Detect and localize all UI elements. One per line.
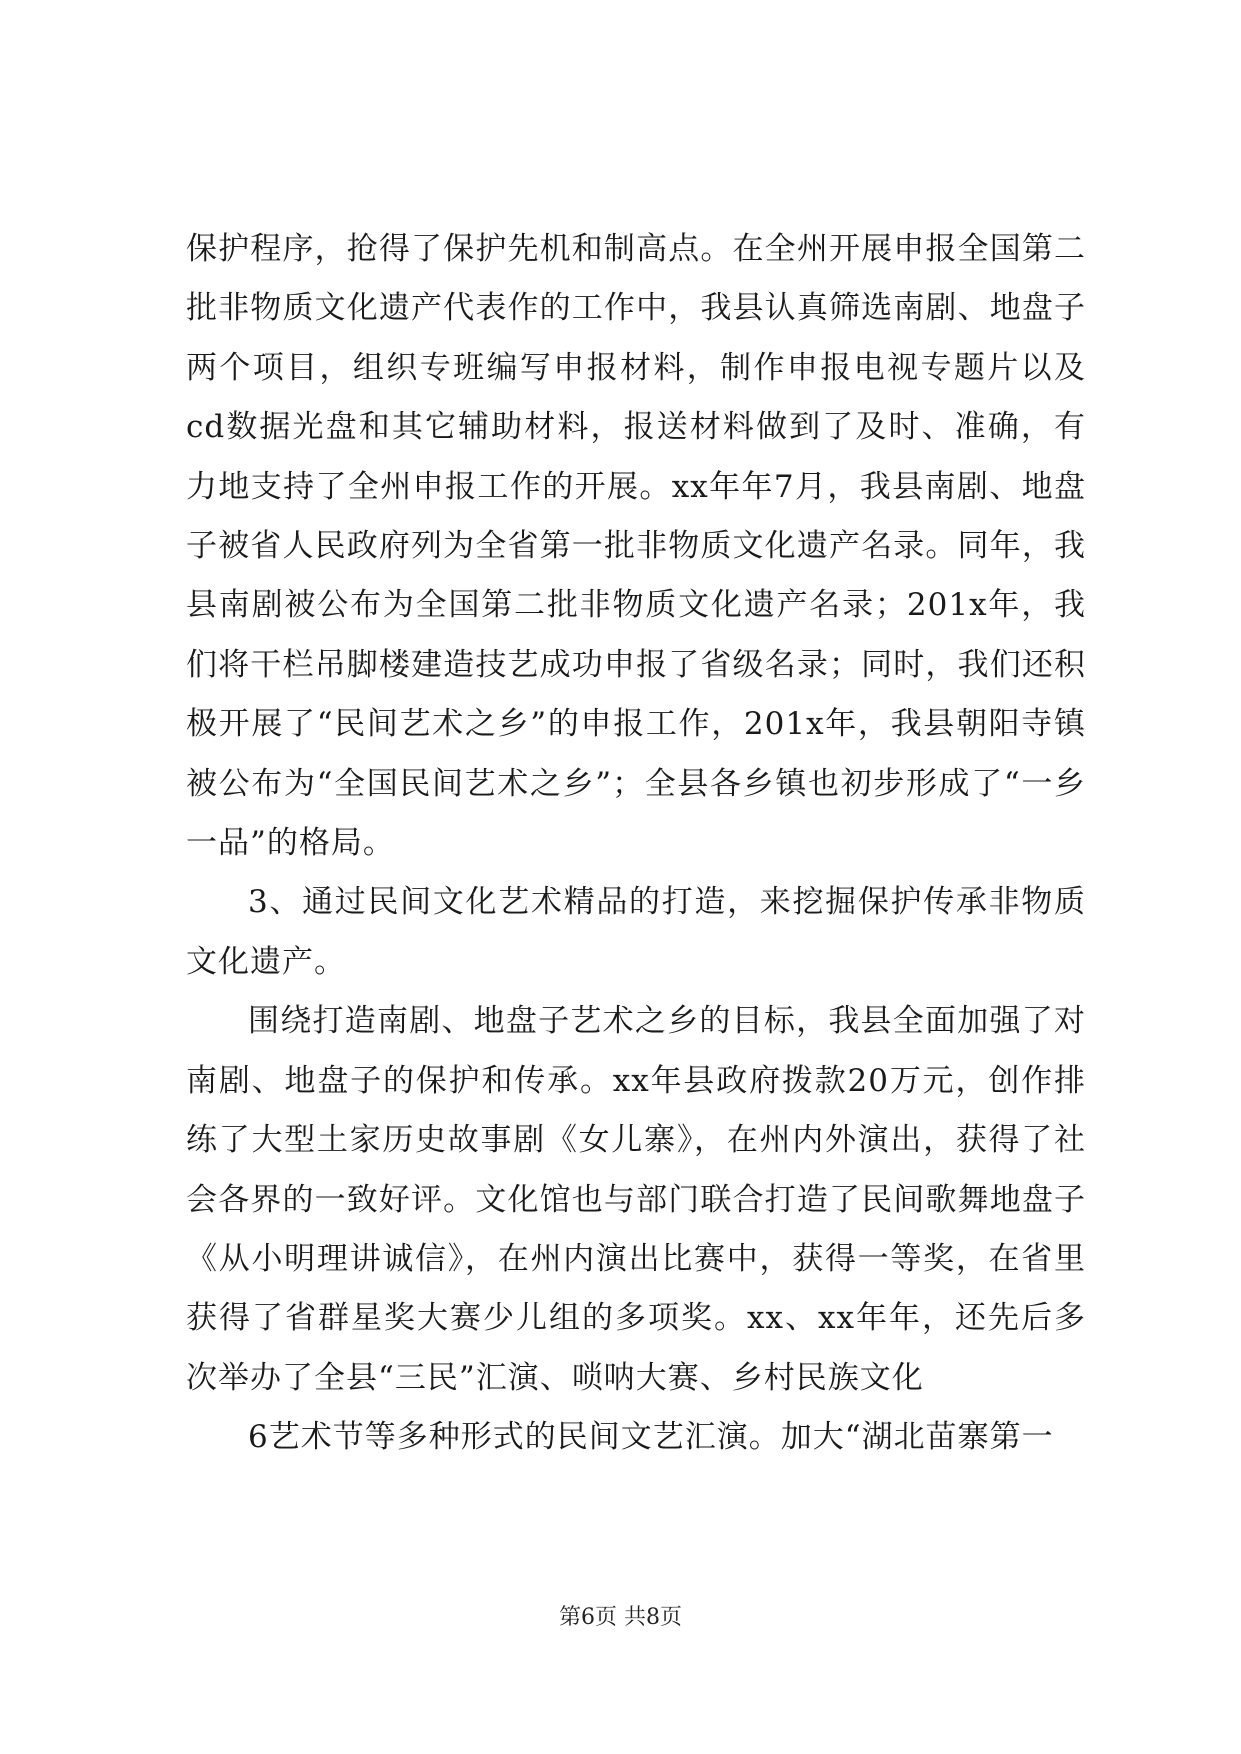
document-body	[186, 220, 1086, 1468]
paragraph-1: 保护程序，抢得了保护先机和制高点。在全州开展申报全国第二批非物质文化遗产代表作的工作中，我县认真筛选南剧、地盘子两个项目，组织专班编写申报材料，制作申报电视专题片以及cd数据光盘和其它辅助材料，报送材料做到了及时、准确，有力地支持了全州申报工作的开展。xx年年7月，我县南剧、地盘子被省人民政府列为全省第一批非物质文化遗产名录。同年，我县南剧被公布为全国第二批非物质文化遗产名录；201x年，我们将干栏吊脚楼建造技艺成功申报了省级名录；同时，我们还积极开展了“民间艺术之乡”的申报工作，201x年，我县朝阳寺镇被公布为“全国民间艺术之乡”；全县各乡镇也初步形成了“一乡一品”的格局。	[186, 231, 1086, 862]
page-number-footer: 第6页 共8页	[559, 1605, 682, 1630]
paragraph-4: 6艺术节等多种形式的民间文艺汇演。加大“湖北苗寨第一	[248, 1419, 1054, 1456]
paragraph-3: 围绕打造南剧、地盘子艺术之乡的目标，我县全面加强了对南剧、地盘子的保护和传承。xx年县政府拨款20万元，创作排练了大型土家历史故事剧《女儿寨》，在州内外演出，获得了社会各界的一致好评。文化馆也与部门联合打造了民间歌舞地盘子《从小明理讲诚信》，在州内演出比赛中，获得一等奖，在省里获得了省群星奖大赛少儿组的多项奖。xx、xx年年，还先后多次举办了全县“三民”汇演、唢呐大赛、乡村民族文化	[186, 1003, 1086, 1396]
paragraph-2-heading: 3、通过民间文化艺术精品的打造，来挖掘保护传承非物质文化遗产。	[186, 884, 1086, 980]
